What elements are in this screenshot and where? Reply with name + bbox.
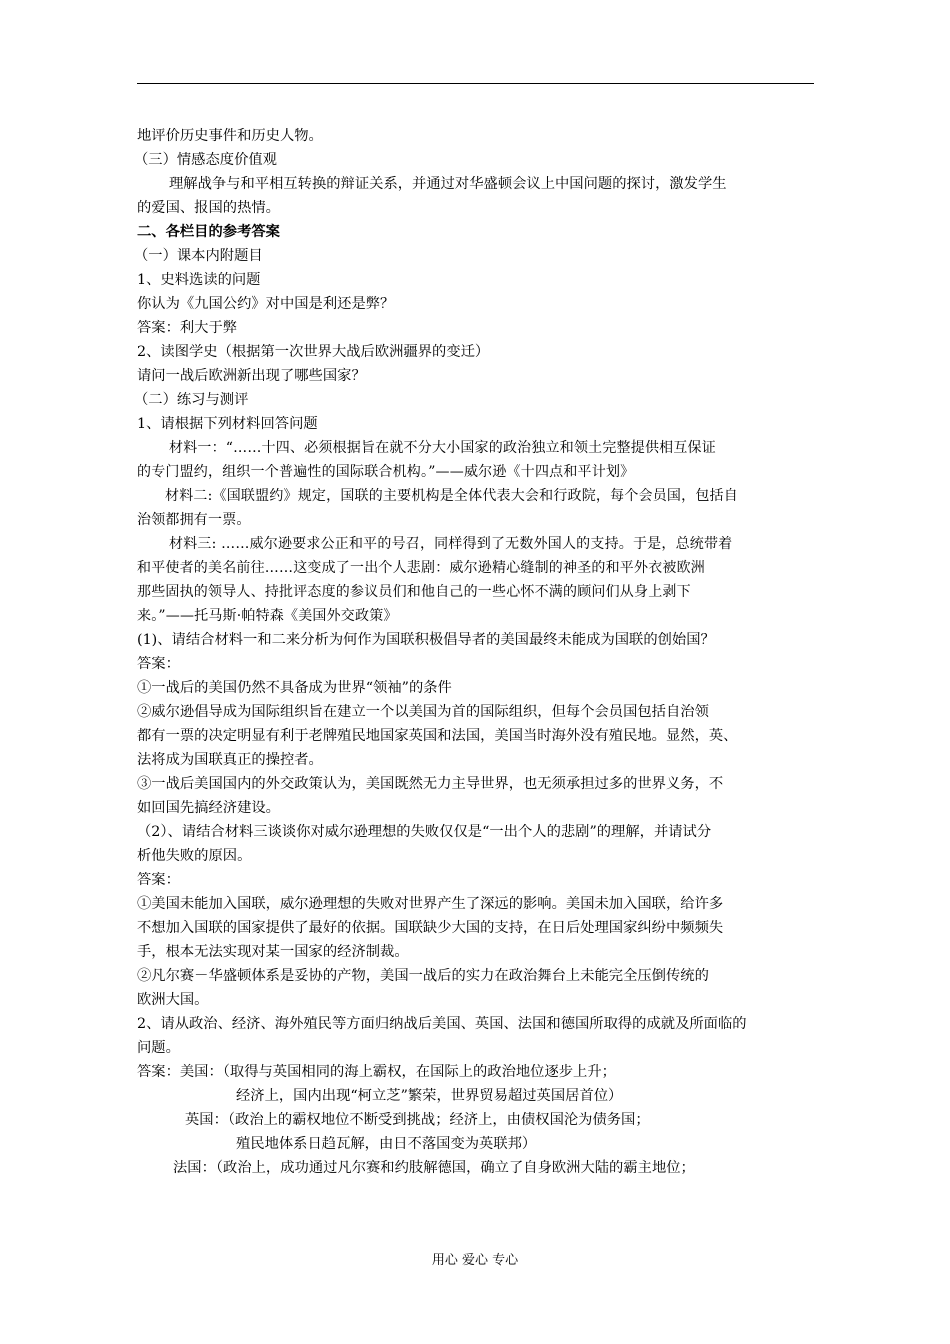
text-line: 1、史料选读的问题 [137,272,261,288]
text-line: 2、读图学史（根据第一次世界大战后欧洲疆界的变迁） [137,344,490,360]
question-line: （2）、请结合材料三谈谈你对威尔逊理想的失败仅仅是“一出个人的悲剧”的理解，并请试分 [137,824,712,840]
answer-line: 答案：利大于弊 [137,320,238,336]
material-line: 材料三: ……威尔逊要求公正和平的号召，同样得到了无数外国人的支持。于是，总统带着 [169,536,733,552]
answer-label: 答案： [137,872,180,888]
section-heading: 二、各栏目的参考答案 [137,224,280,240]
question-line: 2、请从政治、经济、海外殖民等方面归纳战后美国、英国、法国和德国所取得的成就及所面临的 [137,1016,747,1032]
section-heading: （二）练习与测评 [134,392,249,408]
answer-line: ②凡尔赛－华盛顿体系是妥协的产物，美国一战后的实力在政治舞台上未能完全压倒传统的 [137,968,709,984]
answer-line: ②威尔逊倡导成为国际组织旨在建立一个以美国为首的国际组织，但每个会员国包括自治领 [137,704,709,720]
answer-line: 经济上，国内出现“柯立芝”繁荣，世界贸易超过英国居首位） [236,1088,623,1104]
material-line: 和平使者的美名前往……这变成了一出个人悲剧：威尔逊精心缝制的神圣的和平外衣被欧洲 [137,560,705,576]
material-line: 来。”——托马斯·帕特森《美国外交政策》 [137,608,398,624]
answer-line: 手，根本无法实现对某一国家的经济制裁。 [137,944,409,960]
answer-line: ③一战后美国国内的外交政策认为，美国既然无力主导世界，也无须承担过多的世界义务，不 [137,776,724,792]
text-line: 地评价历史事件和历史人物。 [137,128,323,144]
material-line: 治领都拥有一票。 [137,512,251,528]
page-footer: 用心 爱心 专心 [431,1253,519,1268]
question-line: 析他失败的原因。 [137,848,252,864]
answer-line: 答案：美国：（取得与英国相同的海上霸权，在国际上的政治地位逐步上升； [137,1064,616,1080]
question-line: 问题。 [137,1040,180,1056]
answer-line: ①美国未能加入国联，威尔逊理想的失败对世界产生了深远的影响。美国未加入国联，给许多 [137,896,724,912]
answer-line: 都有一票的决定明显有利于老牌殖民地国家英国和法国，美国当时海外没有殖民地。显然，英、 [137,728,738,744]
answer-line: 法将成为国联真正的操控者。 [137,752,323,768]
material-line: 材料一：“……十四、必须根据旨在就不分大小国家的政治独立和领土完整提供相互保证 [169,440,716,456]
answer-line: 英国：（政治上的霸权地位不断受到挑战；经济上，由债权国沦为债务国； [185,1112,650,1128]
question-line: 你认为《九国公约》对中国是利还是弊？ [137,296,395,312]
answer-line: 如回国先搞经济建设。 [137,800,280,816]
answer-line: 法国：（政治上，成功通过凡尔赛和约肢解德国，确立了自身欧洲大陆的霸主地位； [173,1160,695,1176]
header-rule [137,83,814,84]
section-heading: （三）情感态度价值观 [134,152,277,168]
question-line: 请问一战后欧洲新出现了哪些国家？ [137,368,366,384]
answer-line: 不想加入国联的国家提供了最好的依据。国联缺少大国的支持，在日后处理国家纠纷中频频失 [137,920,724,936]
answer-line: 欧洲大国。 [137,992,209,1008]
text-line: 理解战争与和平相互转换的辩证关系，并通过对华盛顿会议上中国问题的探讨，激发学生 [169,176,727,192]
question-line: (1)、请结合材料一和二来分析为何作为国联积极倡导者的美国最终未能成为国联的创始国？ [137,632,715,648]
text-line: 的爱国、报国的热情。 [137,200,280,216]
section-heading: （一）课本内附题目 [134,248,263,264]
material-line: 那些固执的领导人、持批评态度的参议员们和他自己的一些心怀不满的顾问们从身上剥下 [137,584,691,600]
text-line: 1、请根据下列材料回答问题 [137,416,318,432]
material-line: 材料二:《国联盟约》规定，国联的主要机构是全体代表大会和行政院，每个会员国，包括自 [165,488,738,504]
material-line: 的专门盟约，组织一个普遍性的国际联合机构。”——威尔逊《十四点和平计划》 [137,464,635,480]
answer-line: 殖民地体系日趋瓦解，由日不落国变为英联邦） [236,1136,537,1152]
answer-line: ①一战后的美国仍然不具备成为世界“领袖”的条件 [137,680,452,696]
answer-label: 答案： [137,656,180,672]
